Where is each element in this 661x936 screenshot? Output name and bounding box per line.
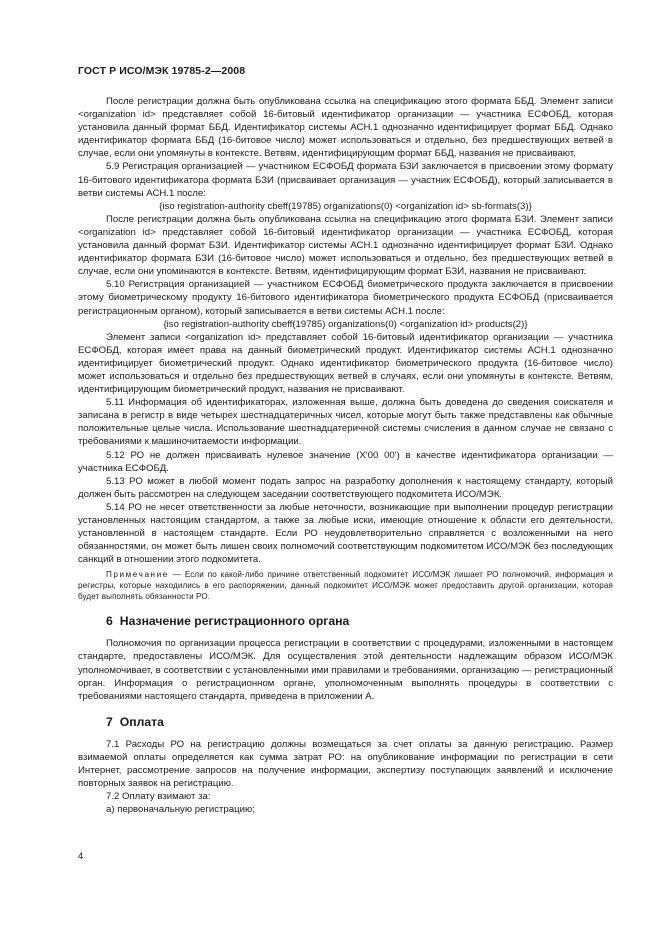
section-6-title: Назначение регистрационного органа — [119, 614, 350, 629]
note-text: — Если по какой-либо причине ответственный подкомитет ИСО/МЭК лишает РО полномочий, информация и регистры, которые находились в его распоряжении, данный подкомитет ИСО/МЭК может предоставить другой организации, которая будет выполнять обязанности РО. — [78, 570, 613, 602]
paragraph-5-14: 5.14 РО не несет ответственности за любые неточности, возникающие при выполнении процедур регистрации установленных настоящим стандартом, а также за любые иски, имеющие отношение к области его деятельности, установленной в настоящем стандарте. Если РО неудовлетворительно справляется с возложенными на него обязанностями, он может быть лишен своих полномочий соответствующим подкомитетом ИСО/МЭК без последующих санкций в отношении этого подкомитета. — [78, 501, 613, 566]
formula-products: {iso registration-authority cbeff(19785) organizations(0) <organization id> products(2)} — [163, 318, 528, 330]
section-6-heading — [78, 614, 613, 629]
paragraph-7-2: 7.2 Оплату взимают за: — [106, 791, 211, 803]
section-6-number: 6 — [106, 614, 113, 629]
running-header: ГОСТ Р ИСО/МЭК 19785-2—2008 — [78, 65, 246, 77]
paragraph-7-1: 7.1 Расходы РО на регистрацию должны возмещаться за счет оплаты за данную регистрацию. Размер взимаемой оплаты определяется как сумма затрат РО: на опубликование информации по регистрации в сети Интернет, рассмотрение запросов на получение информации, экспертизу поступающих заявлений и исключение повторных заявок на регистрацию. — [78, 738, 613, 790]
formula-sb-formats: {iso registration-authority cbeff(19785) organizations(0) <organization id> sb-formats(3)} — [159, 200, 532, 212]
paragraph-5-12: 5.12 РО не должен присваивать нулевое значение (X'00 00') в качестве идентификатора организации — участника ЕСФОБД. — [78, 449, 613, 474]
paragraph-organization-id: Элемент записи <organization id> представляет собой 16-битовый идентификатор организации — участника ЕСФОБД, которая имеет права на данный биометрический продукт. Идентификатор системы АСН.1 однозначно идентифицирует биометрический продукт. Однако идентификатор биометрического продукта (16-битовое число) может использоваться и отдельно без предшествующих ветвей в случаях, если они упомянуты в контексте. Ветвям, идентифицирующим биометрический продукт, названия не присваивают. — [78, 331, 613, 396]
section-7-title: Оплата — [119, 714, 164, 729]
paragraph-bzi-publication: После регистрации должна быть опубликована ссылка на спецификацию этого формата БЗИ. Элемент записи <organization id> представляет собой 16-битовый идентификатор организации — участника ЕСФОБД, которая установила данный формат БЗИ. Идентификатор системы АСН.1 однозначно идентифицирует формат БЗИ. Однако идентификатор формата БЗИ (16-битовое число) может использоваться и отдельно, без предшествующих ветвей в случае, если они упоминаются в контексте. Ветвям, идентифицирующим формат БЗИ, названия не присваивают. — [78, 213, 613, 278]
paragraph-5-11: 5.11 Информация об идентификаторах, изложенная выше, должна быть доведена до сведения соискателя и записана в регистр в виде четырех шестнадцатеричных чисел, которые могут быть также представлены как обычные положительные целые числа. Использование шестнадцатеричной системы счисления в данном случае не связано с требованиями к машиночитаемости информации. — [78, 397, 613, 448]
list-item-a: а) первоначальную регистрацию; — [106, 804, 255, 816]
note — [78, 569, 613, 602]
paragraph-5-13: 5.13 РО может в любой момент подать запрос на разработку дополнения к настоящему стандарту, который должен быть рассмотрен на следующем заседании соответствующего подкомитета ИСО/МЭК. — [78, 475, 613, 500]
paragraph-bbd-publication: После регистрации должна быть опубликована ссылка на спецификацию этого формата ББД. Элемент записи <organization id> представляет собой 16-битовый идентификатор организации — участника ЕСФОБД, которая установила данный формат ББД. Идентификатор системы АСН.1 однозначно идентифицирует формат ББД. Однако идентификатор формата ББД (16-битовое число) может использоваться и отдельно, без предшествующих ветвей в случае, если они упомянуты в контексте. Ветвям, идентифицирующим формат ББД, названия не присваивают. — [78, 96, 613, 160]
page-number: 4 — [78, 851, 84, 862]
note-label: Примечание — [106, 570, 169, 580]
paragraph-section-6: Полномочия по организации процесса регистрации в соответствии с процедурами, изложенными в настоящем стандарте, предоставлены ИСО/МЭК. Для осуществления этой деятельности надлежащим образом ИСО/МЭК уполномочивает, в соответствии с установленными ими правилами и требованиями, организацию — регистрационный орган. Информация о регистрационном органе, уполномоченным выполнять процедуры в соответствии с требованиями настоящего стандарта, приведена в приложении А. — [78, 638, 613, 702]
paragraph-5-10: 5.10 Регистрация организацией — участником ЕСФОБД биометрического продукта заключается в присвоении этому биометрическому продукту 16-битового идентификатора биометрического продукта ЕСФОБД (присваивается регистрационным органом), который записывается в ветви системы АСН.1 после: — [78, 279, 613, 317]
paragraph-5-9: 5.9 Регистрация организацией — участником ЕСФОБД формата БЗИ заключается в присвоении этому формату 16-битового идентификатора формата БЗИ (присваивает организация — участник ЕСФОБД), который записывается в ветви системы АСН.1 после: — [78, 161, 613, 199]
section-7-number: 7 — [106, 714, 113, 729]
section-7-heading — [78, 715, 613, 730]
page-body — [78, 95, 613, 816]
